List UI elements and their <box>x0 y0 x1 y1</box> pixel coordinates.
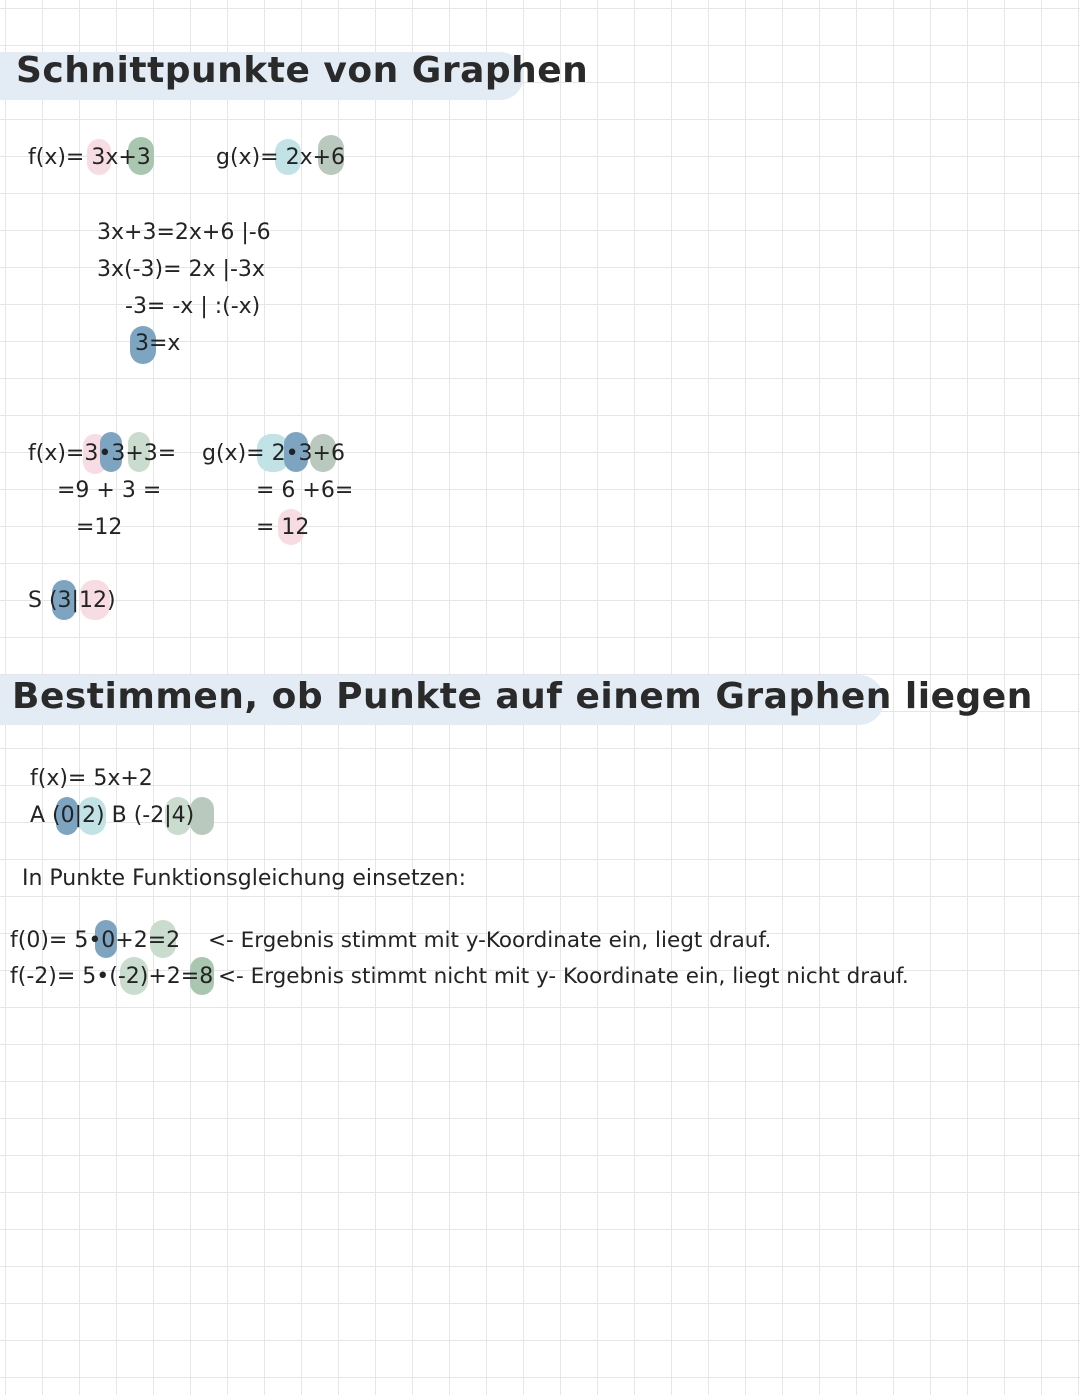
equation-step-1: 3x+3=2x+6 |-6 <box>97 220 271 245</box>
equation-step-4: 3=x <box>135 331 181 356</box>
f-function-definition-2: f(x)= 5x+2 <box>30 766 153 791</box>
instruction-text: In Punkte Funktionsgleichung einsetzen: <box>22 866 467 891</box>
check-2-equation: f(-2)= 5•(-2)+2=8 <box>10 964 214 989</box>
check-1-note: <- Ergebnis stimmt mit y-Koordinate ein, liegt drauf. <box>208 928 772 953</box>
intersection-point: S (3|12) <box>28 588 116 613</box>
g-calc-line-2: = 6 +6= <box>256 478 354 503</box>
points-to-check: A (0|2) B (-2|4) <box>30 803 195 828</box>
section-title-points-on-graph: Bestimmen, ob Punkte auf einem Graphen liegen <box>12 676 1033 717</box>
g-function-definition: g(x)= 2x+6 <box>216 145 346 170</box>
g-calc-line-3: = 12 <box>256 515 310 540</box>
equation-step-2: 3x(-3)= 2x |-3x <box>97 257 265 282</box>
check-1-equation: f(0)= 5•0+2=2 <box>10 928 181 953</box>
f-calc-line-2: =9 + 3 = <box>57 478 162 503</box>
section-title-intersections: Schnittpunkte von Graphen <box>16 50 589 91</box>
equation-step-3: -3= -x | :(-x) <box>125 294 261 319</box>
f-calc-line-1: f(x)=3•3+3= <box>28 441 177 466</box>
f-calc-line-3: =12 <box>76 515 123 540</box>
g-calc-line-1: g(x)= 2•3+6 <box>202 441 345 466</box>
f-function-definition: f(x)= 3x+3 <box>28 145 151 170</box>
check-2-note: <- Ergebnis stimmt nicht mit y- Koordinate ein, liegt nicht drauf. <box>218 964 909 989</box>
